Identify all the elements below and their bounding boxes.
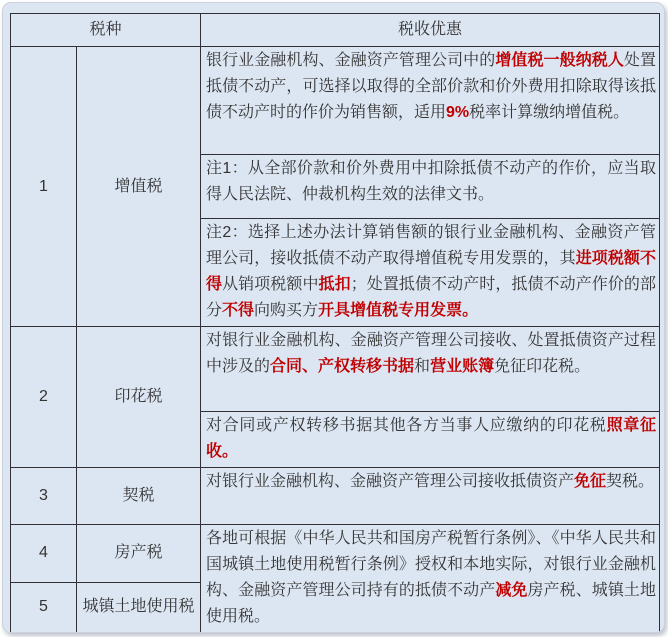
table-row	[11, 327, 660, 412]
row-number-property-tax: 4	[11, 525, 77, 583]
text-segment: 房产税、城镇土地使用税。	[206, 582, 656, 625]
text-segment: 对银行业金融机构、金融资产管理公司接收、处置抵债资产过程中涉及的	[206, 332, 657, 375]
header-tax-type: 税种	[11, 14, 201, 47]
text-segment: 对合同或产权转移书据其他各方当事人应缴纳的印花税	[206, 417, 607, 434]
text-segment: 注2：选择上述办法计算销售额的银行业金融机构、金融资产管理公司，接收抵债不动产取得增值税专用发票的，其	[206, 224, 657, 267]
highlighted-text-segment: 9%	[446, 104, 470, 121]
highlighted-text-segment: 免征	[574, 473, 607, 490]
row-number-stamp-tax: 2	[11, 327, 77, 468]
text-segment: 银行业金融机构、金融资产管理公司中的	[206, 52, 496, 69]
text-segment: 税率计算缴纳增值税。	[469, 104, 630, 121]
benefit-cell-vat-main	[201, 47, 660, 155]
highlighted-text-segment: 开具增值税专用发票。	[318, 302, 479, 319]
text-segment: 各地可根据《中华人民共和国房产税暂行条例》、《中华人民共和国城镇土地使用税暂行条例》授权和本地实际，对银行业金融机构、金融资产管理公司持有的抵债不动产	[206, 530, 657, 599]
highlighted-text-segment: 进项税额不得	[206, 250, 656, 293]
tax-name-property-tax: 房产税	[77, 525, 201, 583]
highlighted-text-segment: 营业账簿	[430, 358, 495, 375]
tax-benefit-panel	[2, 2, 665, 633]
table-row	[11, 47, 660, 155]
table-row	[11, 468, 660, 525]
text-segment: 免征印花税。	[494, 358, 591, 375]
header-tax-benefit: 税收优惠	[201, 14, 660, 47]
table-row	[11, 525, 660, 583]
tax-name-vat: 增值税	[77, 47, 201, 327]
benefit-cell-stamp-tax-main	[201, 327, 660, 412]
highlighted-text-segment: 增值税一般纳税人	[495, 52, 624, 69]
benefit-cell-stamp-tax-other	[201, 412, 660, 468]
tax-name-deed-tax: 契税	[77, 468, 201, 525]
text-segment: 从销项税额中	[222, 276, 319, 293]
text-segment: 契税。	[606, 473, 655, 490]
table-header-row	[11, 14, 660, 47]
row-number-deed-tax: 3	[11, 468, 77, 525]
benefit-cell-deed-tax	[201, 468, 660, 525]
tax-name-stamp-tax: 印花税	[77, 327, 201, 468]
highlighted-text-segment: 减免	[495, 582, 528, 599]
text-segment: ；处置抵债不动产时，抵债不动产作价的部分	[206, 276, 656, 319]
highlighted-text-segment: 合同、产权转移书据	[270, 358, 415, 375]
tax-benefit-table	[10, 13, 660, 633]
highlighted-text-segment: 抵扣	[318, 276, 351, 293]
benefit-cell-vat-note1	[201, 155, 660, 219]
highlighted-text-segment: 不得	[222, 302, 255, 319]
highlighted-text-segment: 照章征收。	[206, 417, 656, 460]
text-segment: 处置抵债不动产，可选择以取得的全部价款和价外费用扣除取得该抵债不动产时的作价为销售额，适用	[206, 52, 657, 121]
benefit-cell-property-and-land-tax	[201, 525, 660, 633]
text-segment: 对银行业金融机构、金融资产管理公司接收抵债资产	[206, 473, 575, 490]
tax-name-urban-land-use-tax: 城镇土地使用税	[77, 582, 201, 632]
benefit-cell-vat-note2	[201, 219, 660, 327]
row-number-vat: 1	[11, 47, 77, 327]
text-segment: 向购买方	[254, 302, 319, 319]
row-number-urban-land-use-tax: 5	[11, 582, 77, 632]
text-segment: 注1：从全部价款和价外费用中扣除抵债不动产的作价，应当取得人民法院、仲裁机构生效的法律文书。	[206, 160, 657, 203]
text-segment: 和	[414, 358, 431, 375]
